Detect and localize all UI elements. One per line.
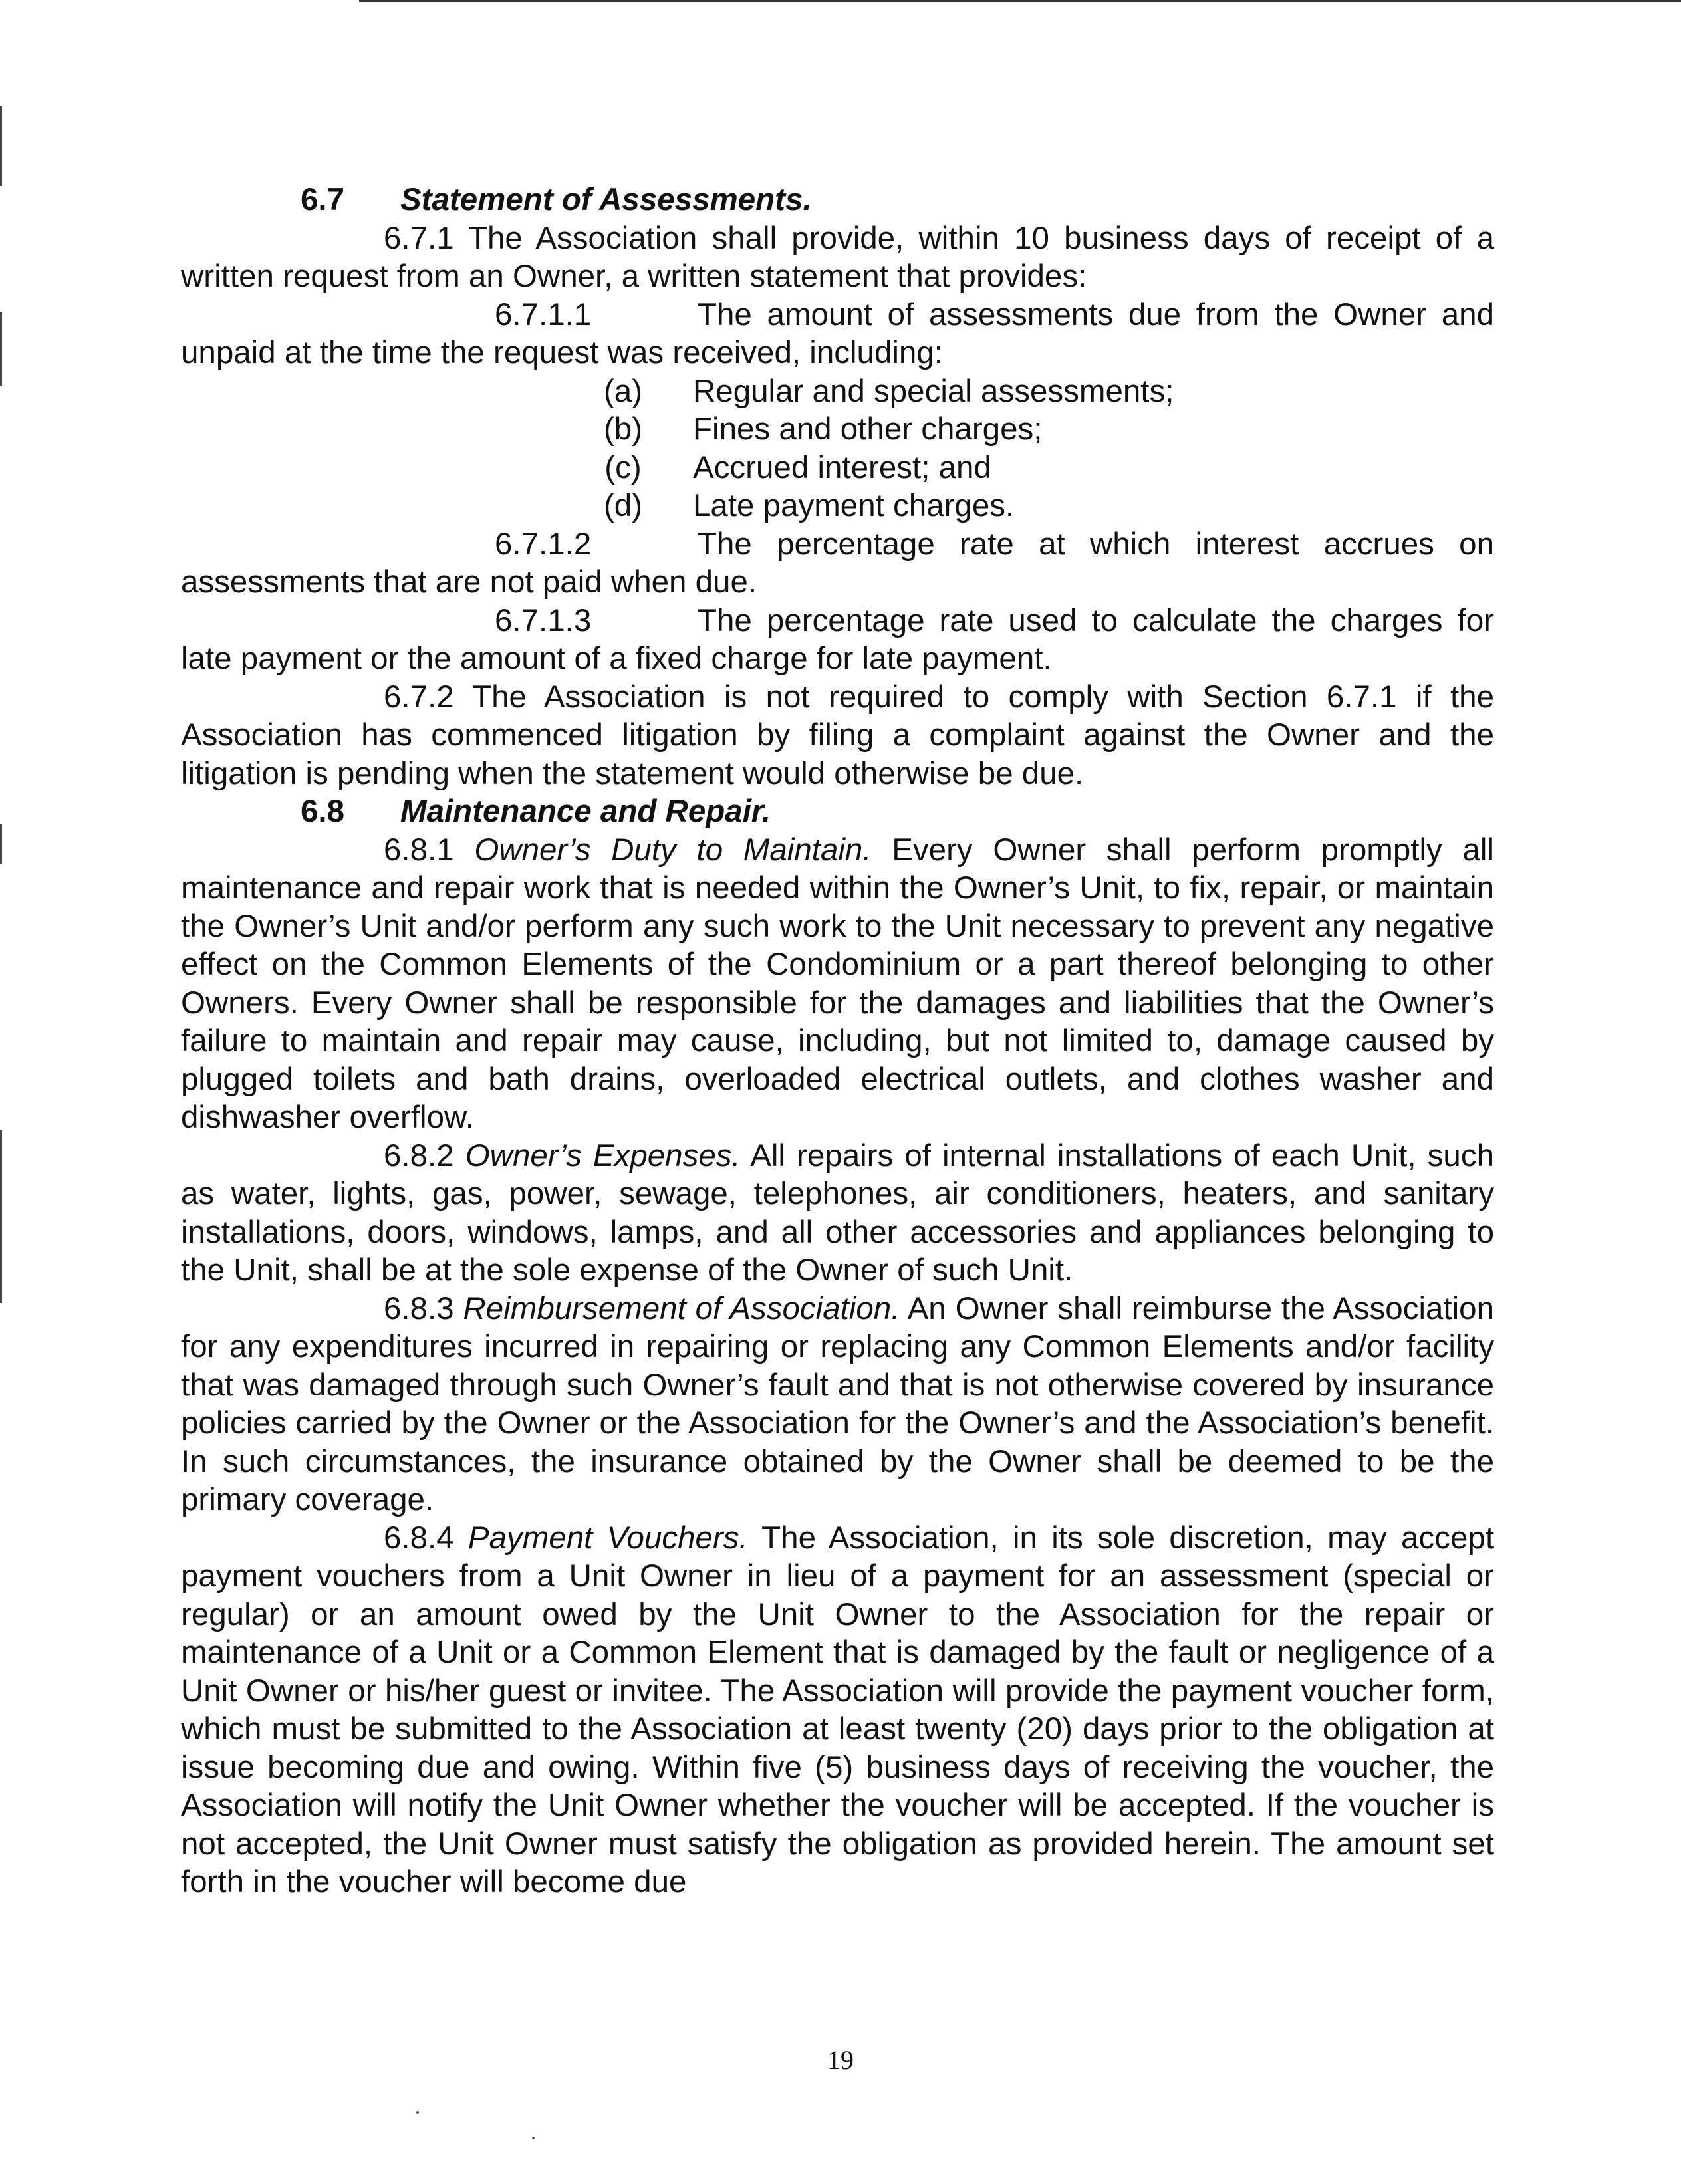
clause-title: Reimbursement of Association.: [463, 1290, 900, 1326]
clause-number: 6.7.1.3: [495, 602, 592, 638]
list-item: [181, 449, 1494, 487]
paragraph-6-7-1: 6.7.1 The Association shall provide, within 10 business days of receipt of a written request from an Owner, a written statement that provides:: [181, 220, 1494, 294]
scan-speck: [416, 2111, 419, 2114]
list-item: [181, 410, 1494, 449]
scan-top-border: [359, 0, 1681, 2]
paragraph-6-8-4: [181, 1519, 1494, 1901]
section-title: Maintenance and Repair.: [400, 794, 771, 829]
paragraph-6-8-2: [181, 1137, 1494, 1290]
clause-text: The percentage rate at which interest accrues on assessments that are not paid when due.: [181, 526, 1494, 600]
clause-title: Payment Vouchers.: [467, 1520, 748, 1556]
section-title: Statement of Assessments.: [400, 182, 812, 217]
page-number: 19: [827, 2045, 854, 2075]
clause-text: The percentage rate used to calculate the charges for late payment or the amount of a fixed charge for late payment.: [181, 602, 1494, 676]
scan-edge-mark: [0, 312, 2, 386]
clause-text: Every Owner shall perform promptly all maintenance and repair work that is needed within the Owner’s Unit, to fix, repair, or maintain the Owner’s Unit and/or perform any such work to the Unit necessary to prevent any negative effect on the Common Elements of the Condominium or a part thereof belonging to other Owners. Every Owner shall be responsible for the damages and liabilities that the Owner’s failure to maintain and repair may cause, including, but not limited to, damage caused by plugged toilets and bath drains, overloaded electrical outlets, and clothes washer and dishwasher overflow.: [181, 832, 1494, 1135]
section-number: 6.7: [301, 182, 345, 217]
paragraph-6-7-1-1: [181, 296, 1494, 372]
clause-title: Owner’s Expenses.: [465, 1138, 741, 1173]
list-item-text: Late payment charges.: [693, 488, 1015, 523]
list-item-label: (d): [603, 488, 643, 523]
document-body: [181, 181, 1494, 1901]
clause-number: 6.8.3: [384, 1290, 454, 1326]
scan-edge-mark: [0, 106, 2, 186]
paragraph-6-7-2: 6.7.2 The Association is not required to comply with Section 6.7.1 if the Association has commenced litigation by filing a complaint against the Owner and the litigation is pending when the statement would otherwise be due.: [181, 679, 1494, 791]
clause-number: 6.7.1.2: [495, 526, 592, 562]
scan-edge-mark: [0, 824, 2, 864]
paragraph-6-7-1-2: [181, 525, 1494, 602]
clause-text: The amount of assessments due from the Owner and unpaid at the time the request was received, including:: [181, 297, 1494, 370]
paragraph-6-8-1: [181, 831, 1494, 1137]
scan-edge-mark: [0, 1130, 2, 1303]
clause-text: The Association, in its sole discretion, may accept payment vouchers from a Unit Owner in lieu of a payment for an assessment (special or regular) or an amount owed by the Unit Owner to the Association for the repair or maintenance of a Unit or a Common Element that is damaged by the fault or negligence of a Unit Owner or his/her guest or invitee. The Association will provide the payment voucher form, which must be submitted to the Association at least twenty (20) days prior to the obligation at issue becoming due and owing. Within five (5) business days of receiving the voucher, the Association will notify the Unit Owner whether the voucher will be accepted. If the voucher is not accepted, the Unit Owner must satisfy the obligation as provided herein. The amount set forth in the voucher will become due: [181, 1520, 1495, 1899]
clause-number: 6.8.1: [384, 832, 454, 868]
paragraph-6-8-3: [181, 1290, 1494, 1519]
section-number: 6.8: [301, 794, 345, 829]
clause-title: Owner’s Duty to Maintain.: [474, 832, 872, 868]
list-item-label: (c): [604, 449, 642, 485]
clause-number: 6.8.4: [384, 1520, 454, 1556]
scan-speck: [532, 2137, 535, 2139]
list-item-label: (a): [603, 373, 643, 409]
list-item: [181, 372, 1494, 411]
clause-text: All repairs of internal installations of each Unit, such as water, lights, gas, power, sewage, telephones, air conditioners, heaters, and sanitary installations, doors, windows, lamps, and all other accessories and appliances belonging to the Unit, shall be at the sole expense of the Owner of such Unit.: [181, 1138, 1494, 1288]
list-item-text: Fines and other charges;: [693, 412, 1043, 447]
section-heading-6-8: [181, 792, 1494, 831]
section-heading-6-7: [181, 181, 1494, 219]
paragraph-6-7-1-3: [181, 602, 1494, 678]
list-item-text: Regular and special assessments;: [693, 373, 1174, 409]
clause-number: 6.8.2: [384, 1138, 454, 1173]
list-item-text: Accrued interest; and: [693, 449, 991, 485]
clause-text: An Owner shall reimburse the Association for any expenditures incurred in repairing or replacing any Common Elements and/or facility that was damaged through such Owner’s fault and that is not otherwise covered by insurance policies carried by the Owner or the Association for the Owner’s and the Association’s benefit. In such circumstances, the insurance obtained by the Owner shall be deemed to be the primary coverage.: [181, 1290, 1495, 1517]
list-item-label: (b): [603, 412, 643, 447]
clause-number: 6.7.1.1: [495, 297, 592, 332]
list-item: [181, 487, 1494, 525]
